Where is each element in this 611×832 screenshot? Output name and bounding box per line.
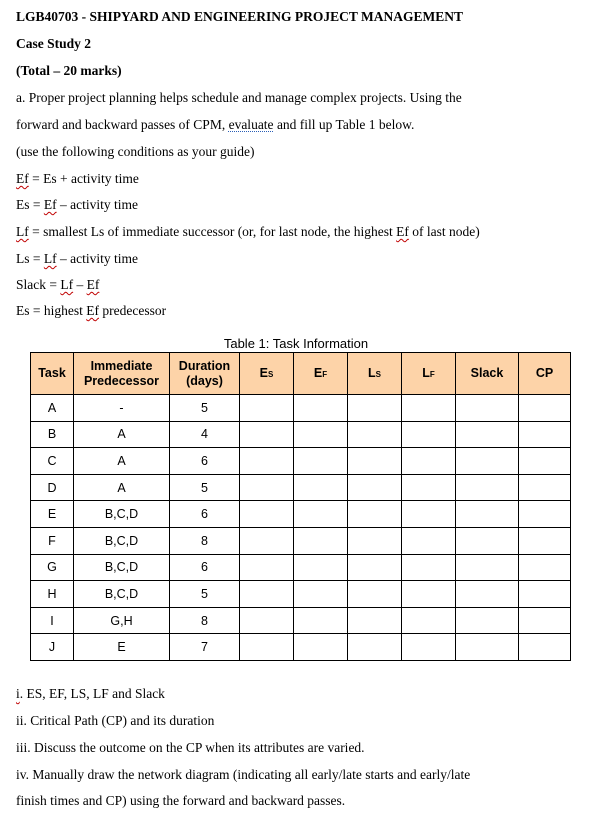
task-cell: A [31, 395, 74, 422]
ls-cell[interactable] [348, 395, 402, 422]
header-ef: EF [294, 353, 348, 395]
ef-cell[interactable] [294, 395, 348, 422]
ef-cell[interactable] [294, 448, 348, 475]
slack-cell[interactable] [456, 501, 519, 528]
header-duration: Duration (days) [170, 353, 240, 395]
duration-cell: 5 [170, 581, 240, 608]
question-4-line-2: finish times and CP) using the forward and backward passes. [16, 793, 346, 808]
cp-cell[interactable] [519, 634, 571, 661]
ef-cell[interactable] [294, 421, 348, 448]
predecessor-cell: B,C,D [74, 554, 170, 581]
ls-cell[interactable] [348, 421, 402, 448]
es-cell[interactable] [240, 581, 294, 608]
ls-cell[interactable] [348, 607, 402, 634]
predecessor-cell: B,C,D [74, 501, 170, 528]
cp-cell[interactable] [519, 554, 571, 581]
ls-cell[interactable] [348, 554, 402, 581]
lf-cell[interactable] [402, 421, 456, 448]
condition-es-predecessor: Es = highest Ef predecessor [16, 303, 167, 318]
header-ls: LS [348, 353, 402, 395]
slack-cell[interactable] [456, 395, 519, 422]
duration-cell: 8 [170, 527, 240, 554]
condition-ls: Ls = Lf – activity time [16, 251, 138, 266]
ef-cell[interactable] [294, 554, 348, 581]
question-4-line-1: iv. Manually draw the network diagram (indicating all early/late starts and early/late [16, 767, 471, 782]
task-cell: G [31, 554, 74, 581]
es-cell[interactable] [240, 448, 294, 475]
ls-cell[interactable] [348, 501, 402, 528]
duration-cell: 6 [170, 501, 240, 528]
predecessor-cell: B,C,D [74, 581, 170, 608]
table-row [31, 554, 571, 581]
question-1: i. ES, EF, LS, LF and Slack [16, 686, 165, 701]
table-row [31, 607, 571, 634]
duration-cell: 7 [170, 634, 240, 661]
duration-cell: 4 [170, 421, 240, 448]
slack-cell[interactable] [456, 448, 519, 475]
slack-cell[interactable] [456, 527, 519, 554]
task-cell: B [31, 421, 74, 448]
es-cell[interactable] [240, 607, 294, 634]
ef-cell[interactable] [294, 501, 348, 528]
ef-cell[interactable] [294, 607, 348, 634]
predecessor-cell: B,C,D [74, 527, 170, 554]
case-study-label: Case Study 2 [16, 36, 92, 51]
slack-cell[interactable] [456, 634, 519, 661]
predecessor-cell: A [74, 474, 170, 501]
es-cell[interactable] [240, 554, 294, 581]
cp-cell[interactable] [519, 395, 571, 422]
slack-cell[interactable] [456, 421, 519, 448]
total-marks: (Total – 20 marks) [16, 63, 122, 78]
lf-cell[interactable] [402, 581, 456, 608]
intro-line-1: a. Proper project planning helps schedule and manage complex projects. Using the [16, 90, 462, 105]
cp-cell[interactable] [519, 474, 571, 501]
header-predecessor: Immediate Predecessor [74, 353, 170, 395]
duration-cell: 5 [170, 395, 240, 422]
header-cp: CP [519, 353, 571, 395]
header-task: Task [31, 353, 74, 395]
table-row [31, 474, 571, 501]
table-row [31, 448, 571, 475]
task-cell: D [31, 474, 74, 501]
duration-cell: 8 [170, 607, 240, 634]
lf-cell[interactable] [402, 395, 456, 422]
predecessor-cell: - [74, 395, 170, 422]
task-cell: C [31, 448, 74, 475]
lf-cell[interactable] [402, 607, 456, 634]
cp-cell[interactable] [519, 607, 571, 634]
ef-cell[interactable] [294, 527, 348, 554]
es-cell[interactable] [240, 501, 294, 528]
lf-cell[interactable] [402, 448, 456, 475]
table-row [31, 421, 571, 448]
task-cell: E [31, 501, 74, 528]
es-cell[interactable] [240, 421, 294, 448]
ef-cell[interactable] [294, 474, 348, 501]
slack-cell[interactable] [456, 474, 519, 501]
cp-cell[interactable] [519, 501, 571, 528]
cp-cell[interactable] [519, 421, 571, 448]
es-cell[interactable] [240, 527, 294, 554]
course-title: LGB40703 - SHIPYARD AND ENGINEERING PROJECT MANAGEMENT [16, 9, 464, 24]
condition-es: Es = Ef – activity time [16, 197, 138, 212]
duration-cell: 6 [170, 554, 240, 581]
table-row [31, 501, 571, 528]
header-es: ES [240, 353, 294, 395]
header-slack: Slack [456, 353, 519, 395]
ls-cell[interactable] [348, 634, 402, 661]
cp-cell[interactable] [519, 527, 571, 554]
ls-cell[interactable] [348, 581, 402, 608]
task-cell: J [31, 634, 74, 661]
slack-cell[interactable] [456, 607, 519, 634]
condition-slack: Slack = Lf – Ef [16, 277, 100, 292]
lf-cell[interactable] [402, 474, 456, 501]
question-2: ii. Critical Path (CP) and its duration [16, 713, 215, 728]
task-information-table [30, 352, 571, 661]
predecessor-cell: A [74, 448, 170, 475]
intro-line-2: forward and backward passes of CPM, evaluate and fill up Table 1 below. [16, 117, 415, 132]
lf-cell[interactable] [402, 527, 456, 554]
predecessor-cell: E [74, 634, 170, 661]
ls-cell[interactable] [348, 474, 402, 501]
table-header-row [31, 353, 571, 395]
task-cell: H [31, 581, 74, 608]
table-row [31, 395, 571, 422]
ls-cell[interactable] [348, 448, 402, 475]
lf-cell[interactable] [402, 501, 456, 528]
es-cell[interactable] [240, 474, 294, 501]
ef-cell[interactable] [294, 581, 348, 608]
lf-cell[interactable] [402, 634, 456, 661]
task-cell: I [31, 607, 74, 634]
task-cell: F [31, 527, 74, 554]
ls-cell[interactable] [348, 527, 402, 554]
lf-cell[interactable] [402, 554, 456, 581]
es-cell[interactable] [240, 634, 294, 661]
header-lf: LF [402, 353, 456, 395]
predecessor-cell: A [74, 421, 170, 448]
table-row [31, 527, 571, 554]
table-caption: Table 1: Task Information [223, 336, 369, 351]
condition-lf: Lf = smallest Ls of immediate successor (or, for last node, the highest Ef of last node) [16, 224, 480, 239]
duration-cell: 5 [170, 474, 240, 501]
ef-cell[interactable] [294, 634, 348, 661]
cp-cell[interactable] [519, 581, 571, 608]
slack-cell[interactable] [456, 581, 519, 608]
guide-note: (use the following conditions as your guide) [16, 144, 255, 159]
table-row [31, 634, 571, 661]
condition-ef: Ef = Es + activity time [16, 171, 139, 186]
es-cell[interactable] [240, 395, 294, 422]
cp-cell[interactable] [519, 448, 571, 475]
question-3: iii. Discuss the outcome on the CP when its attributes are varied. [16, 740, 365, 755]
duration-cell: 6 [170, 448, 240, 475]
predecessor-cell: G,H [74, 607, 170, 634]
table-row [31, 581, 571, 608]
slack-cell[interactable] [456, 554, 519, 581]
